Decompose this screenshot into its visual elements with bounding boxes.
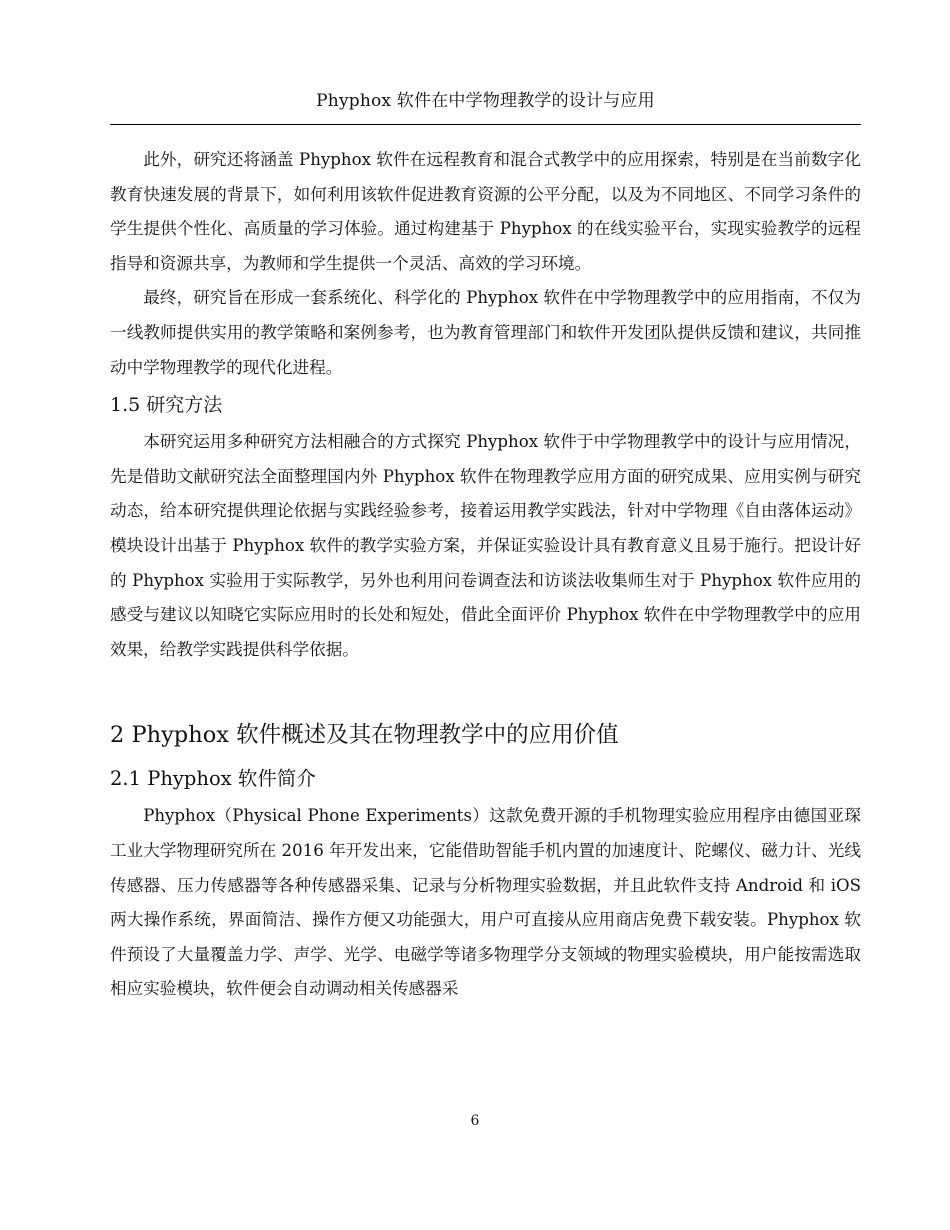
header-divider — [110, 124, 861, 125]
running-header: Phyphox 软件在中学物理教学的设计与应用 — [316, 91, 655, 111]
paragraph-remote-education: 此外，研究还将涵盖 Phyphox 软件在远程教育和混合式教学中的应用探索，特别是在当前数字化教育快速发展的背景下，如何利用该软件促进教育资源的公平分配，以及为不同地区、不同学习条件的学生提供个性化、高质量的学习体验。通过构建基于 Phyphox 的在线实验平台，实现实验教学的远程指导和资源共享，为教师和学生提供一个灵活、高效的学习环境。 — [110, 150, 861, 273]
paragraph-phyphox-intro: Phyphox（Physical Phone Experiments）这款免费开源的手机物理实验应用程序由德国亚琛工业大学物理研究所在 2016 年开发出来，它能借助智能手机内置的加速度计、陀螺仪、磁力计、光线传感器、压力传感器等各种传感器采集、记录与分析物理实验数据，并且此软件支持 Android 和 iOS 两大操作系统，界面简洁、操作方便又功能强大，用户可直接从应用商店免费下载安装。Phyphox 软件预设了大量覆盖力学、声学、光学、电磁学等诸多物理学分支领域的物理实验模块，用户能按需选取相应实验模块，软件便会自动调动相关传感器采 — [110, 806, 861, 999]
paragraph-research-methods: 本研究运用多种研究方法相融合的方式探究 Phyphox 软件于中学物理教学中的设计与应用情况，先是借助文献研究法全面整理国内外 Phyphox 软件在物理教学应用方面的研究成果、应用实例与研究动态，给本研究提供理论依据与实践经验参考，接着运用教学实践法，针对中学物理《自由落体运动》模块设计出基于 Phyphox 软件的教学实验方案，并保证实验设计具有教育意义且易于施行。把设计好的 Phyphox 实验用于实际教学，另外也利用问卷调查法和访谈法收集师生对于 Phyphox 软件应用的感受与建议以知晓它实际应用时的长处和短处，借此全面评价 Phyphox 软件在中学物理教学中的应用效果，给教学实践提供科学依据。 — [110, 432, 861, 659]
section-heading-1-5: 1.5 研究方法 — [110, 394, 223, 417]
page-number: 6 — [470, 1113, 480, 1129]
chapter-heading-2: 2 Phyphox 软件概述及其在物理教学中的应用价值 — [110, 722, 619, 749]
section-heading-2-1: 2.1 Phyphox 软件简介 — [110, 767, 316, 791]
paragraph-research-goal: 最终，研究旨在形成一套系统化、科学化的 Phyphox 软件在中学物理教学中的应用指南，不仅为一线教师提供实用的教学策略和案例参考，也为教育管理部门和软件开发团队提供反馈和建议，共同推动中学物理教学的现代化进程。 — [110, 288, 861, 377]
page-body — [110, 143, 861, 1007]
